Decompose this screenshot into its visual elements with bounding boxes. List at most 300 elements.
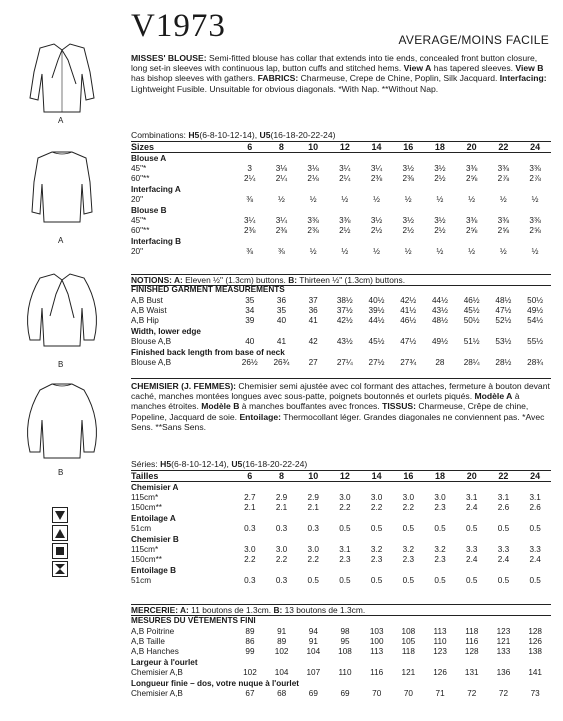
row-label: 45"* bbox=[131, 215, 147, 225]
table-cell: 50½ bbox=[527, 295, 544, 305]
figure-view-b-back bbox=[14, 380, 110, 477]
table-cell: 42½ bbox=[400, 295, 417, 305]
table-cell: 2⅜ bbox=[275, 226, 288, 236]
size-header: 24 bbox=[519, 142, 551, 153]
section-row bbox=[131, 153, 551, 164]
row-label: 115cm* bbox=[131, 544, 159, 554]
table-cell: 47½ bbox=[495, 305, 512, 315]
table-cell: 2.6 bbox=[529, 503, 541, 513]
table-cell: 3⅜ bbox=[307, 215, 319, 225]
table-cell: 72 bbox=[467, 688, 477, 698]
table-cell: 0.5 bbox=[402, 576, 415, 586]
size-header: 18 bbox=[424, 142, 456, 153]
table-cell: 2.3 bbox=[339, 555, 351, 565]
table-row bbox=[131, 337, 551, 347]
notions-text: Thirteen ½" (1.3cm) buttons. bbox=[297, 275, 406, 285]
table-cell: 123 bbox=[496, 626, 511, 636]
table-cell: 2.3 bbox=[434, 555, 446, 565]
table-cell: ½ bbox=[404, 195, 412, 205]
table-cell: 27¾ bbox=[400, 357, 417, 367]
table-row bbox=[131, 647, 551, 657]
table-cell: 39½ bbox=[368, 305, 385, 315]
table-cell: 2.1 bbox=[307, 503, 319, 513]
table-cell: 3.0 bbox=[275, 544, 288, 554]
table-cell: 3.1 bbox=[339, 544, 351, 554]
table-row bbox=[131, 524, 551, 534]
row-label: 45"* bbox=[131, 163, 147, 173]
finished-title: FINISHED GARMENT MEASUREMENTS bbox=[131, 285, 285, 295]
table-cell: 110 bbox=[338, 668, 352, 678]
table-cell: 138 bbox=[528, 647, 542, 657]
table-cell: 45½ bbox=[463, 305, 480, 315]
table-cell: 48½ bbox=[431, 316, 448, 326]
table-cell: 0.5 bbox=[466, 576, 478, 586]
description-text: has bishop sleeves with gathers. bbox=[131, 73, 258, 84]
table-cell: 52½ bbox=[495, 316, 512, 326]
table-cell: 2.2 bbox=[307, 555, 319, 565]
row-label: A,B Hip bbox=[131, 316, 159, 326]
section-title: Entoilage B bbox=[131, 565, 177, 575]
row-label: 51cm bbox=[131, 576, 152, 586]
section-row bbox=[131, 285, 551, 295]
table-cell: 3½ bbox=[402, 163, 414, 173]
table-cell: ½ bbox=[436, 195, 444, 205]
table-cell: 113 bbox=[433, 626, 447, 636]
table-cell: 69 bbox=[308, 688, 318, 698]
table-cell: 103 bbox=[369, 626, 384, 636]
table-cell: 28¾ bbox=[527, 357, 544, 367]
row-label: A,B Taille bbox=[131, 636, 165, 646]
table-cell: 47½ bbox=[400, 337, 417, 347]
size-header: 8 bbox=[266, 471, 298, 482]
table-cell: ½ bbox=[468, 195, 476, 205]
combinations-text: Combinations: bbox=[131, 130, 189, 140]
size-header: 16 bbox=[392, 142, 424, 153]
table-cell: 27¼ bbox=[336, 357, 353, 367]
section-row bbox=[131, 566, 551, 576]
table-cell: 40½ bbox=[368, 295, 385, 305]
table-row bbox=[131, 626, 551, 636]
table-cell: 89 bbox=[245, 626, 255, 636]
table-cell: 128 bbox=[528, 626, 542, 636]
table-cell: 133 bbox=[496, 647, 511, 657]
table-cell: 3⅜ bbox=[497, 215, 510, 225]
table-cell: 95 bbox=[340, 636, 350, 646]
table-cell: 3¼ bbox=[275, 215, 288, 225]
table-cell: 3½ bbox=[434, 163, 446, 173]
table-cell: 34 bbox=[245, 305, 255, 315]
section-title: Finished back length from base of neck bbox=[131, 347, 285, 357]
row-label: 20" bbox=[131, 247, 144, 257]
description-text: à manches bouffantes avec fronces. bbox=[239, 401, 383, 412]
section-title: Blouse B bbox=[131, 205, 167, 215]
table-cell: 41½ bbox=[400, 305, 417, 315]
table-row bbox=[131, 306, 551, 316]
finished-title: MESURES DU VÊTEMENTS FINI bbox=[131, 616, 256, 626]
table-cell: 110 bbox=[433, 636, 447, 646]
section-row bbox=[131, 678, 551, 688]
table-cell: 3.3 bbox=[497, 544, 510, 554]
table-cell: 0.5 bbox=[529, 576, 541, 586]
figure-label: B bbox=[58, 468, 64, 477]
size-header-label: Sizes bbox=[131, 142, 234, 153]
table-cell: 53½ bbox=[495, 337, 512, 347]
table-cell: 38½ bbox=[336, 295, 353, 305]
table-cell: 0.3 bbox=[244, 576, 256, 586]
table-cell: 35 bbox=[245, 295, 255, 305]
table-cell: 104 bbox=[306, 647, 321, 657]
combinations-text: H5 bbox=[188, 130, 200, 140]
table-cell: 44½ bbox=[431, 295, 448, 305]
section-row bbox=[131, 534, 551, 544]
table-cell: 131 bbox=[464, 668, 479, 678]
table-cell: 3¼ bbox=[244, 215, 256, 225]
table-cell: 71 bbox=[435, 688, 445, 698]
table-cell: 121 bbox=[496, 636, 511, 646]
combinations-text: U5 bbox=[259, 130, 271, 140]
table-cell: 99 bbox=[245, 647, 255, 657]
table-cell: 3⅜ bbox=[529, 163, 541, 173]
table-cell: 0.5 bbox=[307, 576, 319, 586]
table-cell: 27½ bbox=[368, 357, 385, 367]
table-cell: 46½ bbox=[400, 316, 417, 326]
table-cell: 2.9 bbox=[307, 492, 319, 502]
table-cell: 3.1 bbox=[466, 492, 478, 502]
table-cell: 39 bbox=[245, 316, 255, 326]
row-label: Chemisier A,B bbox=[131, 668, 183, 678]
table-cell: 0.3 bbox=[275, 524, 288, 534]
table-cell: 2½ bbox=[434, 174, 446, 184]
table-cell: 118 bbox=[401, 647, 415, 657]
table-cell: 2.1 bbox=[244, 503, 256, 513]
table-cell: 3⅜ bbox=[497, 163, 510, 173]
table-cell: 2⅝ bbox=[529, 226, 541, 236]
table-row bbox=[131, 576, 551, 586]
table-cell: 116 bbox=[465, 636, 479, 646]
description-text: View B bbox=[515, 63, 544, 74]
table-cell: 102 bbox=[274, 647, 289, 657]
row-label: 115cm* bbox=[131, 492, 159, 502]
hourglass-icon bbox=[52, 561, 68, 577]
table-row bbox=[131, 195, 551, 205]
table-cell: 3⅛ bbox=[307, 163, 319, 173]
table-row bbox=[131, 545, 551, 555]
table-cell: 2.4 bbox=[529, 555, 541, 565]
table-cell: 3⅜ bbox=[465, 215, 478, 225]
table-cell: 68 bbox=[277, 688, 287, 698]
table-cell: 44½ bbox=[368, 316, 385, 326]
table-cell: 45½ bbox=[368, 337, 385, 347]
section-title: Entoilage A bbox=[131, 513, 176, 523]
size-header: 22 bbox=[488, 471, 520, 482]
table-cell: 42½ bbox=[336, 316, 353, 326]
table-cell: 0.5 bbox=[339, 524, 351, 534]
size-header: 12 bbox=[329, 142, 361, 153]
table-row bbox=[131, 503, 551, 513]
figure-label: A bbox=[58, 116, 64, 125]
table-cell: ⅜ bbox=[246, 195, 254, 205]
section-title: Chemisier A bbox=[131, 482, 179, 492]
table-cell: 28 bbox=[435, 357, 445, 367]
table-cell: 98 bbox=[340, 626, 350, 636]
blouse-a-back-drawing bbox=[14, 148, 110, 228]
series-text: H5 bbox=[160, 459, 172, 469]
row-label: A,B Waist bbox=[131, 305, 167, 315]
table-cell: 26¾ bbox=[273, 357, 290, 367]
table-cell: 49½ bbox=[431, 337, 448, 347]
table-cell: ⅜ bbox=[246, 247, 254, 257]
table-cell: 2⅝ bbox=[497, 226, 510, 236]
description-text: FABRICS: bbox=[257, 73, 299, 84]
combinations-text: (6-8-10-12-14), bbox=[199, 130, 260, 140]
table-cell: 2½ bbox=[339, 226, 351, 236]
table-cell: 3.2 bbox=[402, 544, 415, 554]
section-row bbox=[131, 658, 551, 668]
table-cell: 0.5 bbox=[402, 524, 415, 534]
table-cell: 0.3 bbox=[275, 576, 288, 586]
table-cell: 3⅛ bbox=[275, 163, 288, 173]
table-cell: 2.4 bbox=[497, 555, 510, 565]
table-cell: 2⅝ bbox=[465, 174, 478, 184]
size-header-row bbox=[131, 471, 551, 482]
table-cell: ½ bbox=[531, 195, 539, 205]
table-cell: ½ bbox=[373, 247, 380, 257]
table-cell: 46½ bbox=[463, 295, 480, 305]
table-cell: 73 bbox=[530, 688, 540, 698]
notions-text: 13 boutons de 1.3cm. bbox=[282, 605, 366, 615]
french-yardage-table bbox=[131, 470, 551, 586]
table-cell: 2⅞ bbox=[529, 174, 541, 184]
table-cell: 2⅜ bbox=[402, 174, 414, 184]
table-cell: 72 bbox=[498, 688, 508, 698]
table-cell: 40 bbox=[245, 337, 255, 347]
table-cell: 0.3 bbox=[307, 524, 319, 534]
french-finished-measurements bbox=[131, 616, 551, 699]
section-row bbox=[131, 205, 551, 215]
table-cell: 2⅛ bbox=[307, 174, 319, 184]
table-cell: 36 bbox=[308, 305, 318, 315]
table-cell: 118 bbox=[465, 626, 479, 636]
figure-view-b-front bbox=[14, 268, 110, 369]
table-cell: 2.2 bbox=[339, 503, 351, 513]
table-cell: 2.3 bbox=[402, 555, 415, 565]
table-cell: 3.0 bbox=[434, 492, 446, 502]
section-title: Interfacing A bbox=[131, 184, 181, 194]
figure-view-a-front bbox=[14, 38, 110, 125]
english-description bbox=[131, 53, 551, 94]
table-cell: 3½ bbox=[434, 215, 446, 225]
notions-text: B: bbox=[273, 605, 283, 615]
table-cell: 42 bbox=[308, 337, 318, 347]
notions-text: Eleven ½" (1.3cm) buttons. bbox=[182, 275, 289, 285]
table-cell: 0.5 bbox=[370, 576, 383, 586]
row-label: 150cm** bbox=[131, 503, 162, 513]
table-row bbox=[131, 637, 551, 647]
description-text: View A bbox=[403, 63, 432, 74]
table-cell: 3 bbox=[247, 163, 252, 173]
table-row bbox=[131, 493, 551, 503]
table-cell: 40 bbox=[276, 316, 287, 326]
section-row bbox=[131, 482, 551, 493]
row-label: 51cm bbox=[131, 524, 152, 534]
table-cell: 100 bbox=[369, 636, 384, 646]
table-cell: ½ bbox=[436, 247, 444, 257]
french-notions bbox=[131, 604, 551, 616]
table-cell: 41 bbox=[308, 316, 318, 326]
table-cell: 70 bbox=[372, 688, 382, 698]
table-cell: 3½ bbox=[402, 215, 414, 225]
table-cell: 113 bbox=[370, 647, 384, 657]
table-cell: 2.2 bbox=[402, 503, 415, 513]
table-cell: ½ bbox=[531, 247, 539, 257]
row-label: A,B Hanches bbox=[131, 647, 179, 657]
section-title: Longueur finie – dos, votre nuque à l'ourlet bbox=[131, 678, 299, 688]
table-cell: 37½ bbox=[336, 305, 353, 315]
size-header: 16 bbox=[392, 471, 424, 482]
table-cell: 108 bbox=[338, 647, 352, 657]
section-title: Blouse A bbox=[131, 153, 167, 163]
table-cell: 3⅜ bbox=[529, 215, 541, 225]
table-cell: 2¼ bbox=[275, 174, 288, 184]
table-cell: 3⅜ bbox=[465, 163, 478, 173]
table-cell: 0.5 bbox=[434, 576, 446, 586]
blouse-b-back-drawing bbox=[14, 380, 110, 464]
table-cell: 86 bbox=[245, 636, 255, 646]
table-cell: 104 bbox=[274, 668, 289, 678]
notions-text: NOTIONS: A: bbox=[131, 275, 183, 285]
blouse-a-front-drawing bbox=[14, 38, 110, 116]
table-cell: 0.5 bbox=[497, 524, 510, 534]
french-description bbox=[131, 381, 551, 432]
table-cell: 3½ bbox=[370, 215, 383, 225]
table-cell: ½ bbox=[309, 247, 317, 257]
table-cell: 3.2 bbox=[434, 544, 446, 554]
size-header: 6 bbox=[234, 471, 266, 482]
table-cell: 54½ bbox=[527, 316, 544, 326]
description-text: Lightweight Fusible. Unsuitable for obvious diagonals. *With Nap. **Without Nap. bbox=[131, 83, 439, 94]
size-header-label: Tailles bbox=[131, 471, 234, 482]
english-finished-measurements bbox=[131, 285, 551, 368]
table-cell: 37 bbox=[308, 295, 318, 305]
description-text: à manches étroites. bbox=[131, 391, 520, 412]
divider bbox=[131, 378, 551, 379]
size-header: 24 bbox=[519, 471, 551, 482]
table-cell: 123 bbox=[433, 647, 447, 657]
description-text: Charmeuse, Crêpe de chine, Popeline, Jacquard de soie. bbox=[131, 401, 529, 422]
english-yardage-table bbox=[131, 141, 551, 257]
table-cell: 70 bbox=[403, 688, 413, 698]
table-cell: 3.0 bbox=[244, 544, 256, 554]
description-text: Chemisier semi ajustée avec col formant des attaches, fermeture à bouton devant caché, manches montées longues avec sous-patte, poignets boutonnés et ourlets piqués. bbox=[131, 381, 550, 402]
section-row bbox=[131, 185, 551, 195]
table-cell: 116 bbox=[370, 668, 384, 678]
section-title: Width, lower edge bbox=[131, 326, 201, 336]
table-cell: ½ bbox=[499, 195, 507, 205]
table-cell: 2⅜ bbox=[307, 226, 319, 236]
row-label: A,B Bust bbox=[131, 295, 163, 305]
table-cell: 2⅜ bbox=[370, 174, 383, 184]
description-text: Thermocollant léger. Grandes diagonales ne conviennent pas. *Avec Sens. **Sans Sens. bbox=[131, 411, 545, 432]
table-cell: 2.3 bbox=[434, 503, 446, 513]
triangle-down-icon bbox=[52, 507, 68, 523]
table-cell: 0.5 bbox=[339, 576, 351, 586]
size-header-row bbox=[131, 142, 551, 153]
table-cell: 2⅞ bbox=[497, 174, 510, 184]
table-cell: 41 bbox=[276, 337, 287, 347]
table-cell: 2.3 bbox=[370, 555, 383, 565]
row-label: Blouse A,B bbox=[131, 337, 172, 347]
table-cell: 48½ bbox=[495, 295, 512, 305]
table-cell: 2.2 bbox=[275, 555, 288, 565]
table-cell: 136 bbox=[496, 668, 511, 678]
table-cell: 55½ bbox=[527, 337, 544, 347]
size-header: 20 bbox=[456, 471, 488, 482]
table-cell: 2⅜ bbox=[244, 226, 256, 236]
combinations-text: (16-18-20-22-24) bbox=[270, 130, 336, 140]
section-title: Interfacing B bbox=[131, 236, 182, 246]
table-cell: 28½ bbox=[495, 357, 512, 367]
section-row bbox=[131, 347, 551, 357]
description-text: Charmeuse, Crepe de Chine, Poplin, Silk Jacquard. bbox=[298, 73, 500, 84]
table-cell: 2¼ bbox=[244, 174, 256, 184]
description-text: TISSUS: bbox=[382, 401, 417, 412]
table-cell: ½ bbox=[309, 195, 317, 205]
size-header: 12 bbox=[329, 471, 361, 482]
table-cell: 2.6 bbox=[497, 503, 510, 513]
figure-view-a-back bbox=[14, 148, 110, 245]
table-cell: 0.5 bbox=[529, 524, 541, 534]
table-cell: 43½ bbox=[431, 305, 448, 315]
notions-text: 11 boutons de 1.3cm. bbox=[188, 605, 274, 615]
table-row bbox=[131, 216, 551, 226]
series-text: Séries: bbox=[131, 459, 161, 469]
table-cell: ½ bbox=[499, 247, 507, 257]
table-cell: ½ bbox=[341, 195, 349, 205]
description-text: MISSES' BLOUSE: bbox=[131, 53, 207, 63]
size-header: 22 bbox=[487, 142, 519, 153]
series-text: U5 bbox=[231, 459, 243, 469]
table-cell: 3.3 bbox=[529, 544, 541, 554]
difficulty-label: AVERAGE/MOINS FACILE bbox=[398, 33, 549, 47]
table-cell: 0.3 bbox=[244, 524, 256, 534]
table-cell: 126 bbox=[433, 668, 447, 678]
table-cell: 2.4 bbox=[466, 503, 478, 513]
row-label: 150cm** bbox=[131, 555, 162, 565]
size-header: 14 bbox=[361, 471, 393, 482]
description-text: CHEMISIER (J. FEMMES): bbox=[131, 381, 237, 391]
size-header: 18 bbox=[424, 471, 456, 482]
table-row bbox=[131, 226, 551, 236]
table-row bbox=[131, 358, 551, 368]
table-cell: 3.2 bbox=[370, 544, 383, 554]
size-header: 14 bbox=[361, 142, 393, 153]
table-cell: 49½ bbox=[527, 305, 544, 315]
table-row bbox=[131, 689, 551, 699]
table-row bbox=[131, 164, 551, 174]
table-cell: 43½ bbox=[336, 337, 353, 347]
table-cell: 0.5 bbox=[370, 524, 383, 534]
table-cell: 3¼ bbox=[370, 163, 383, 173]
triangle-up-icon bbox=[52, 525, 68, 541]
table-cell: 2.7 bbox=[244, 492, 256, 502]
square-icon bbox=[52, 543, 68, 559]
table-cell: ½ bbox=[404, 247, 412, 257]
table-cell: 3⅜ bbox=[339, 215, 351, 225]
table-cell: 0.5 bbox=[466, 524, 478, 534]
table-cell: 50½ bbox=[463, 316, 480, 326]
section-row bbox=[131, 616, 551, 626]
table-cell: 2.9 bbox=[275, 492, 288, 502]
